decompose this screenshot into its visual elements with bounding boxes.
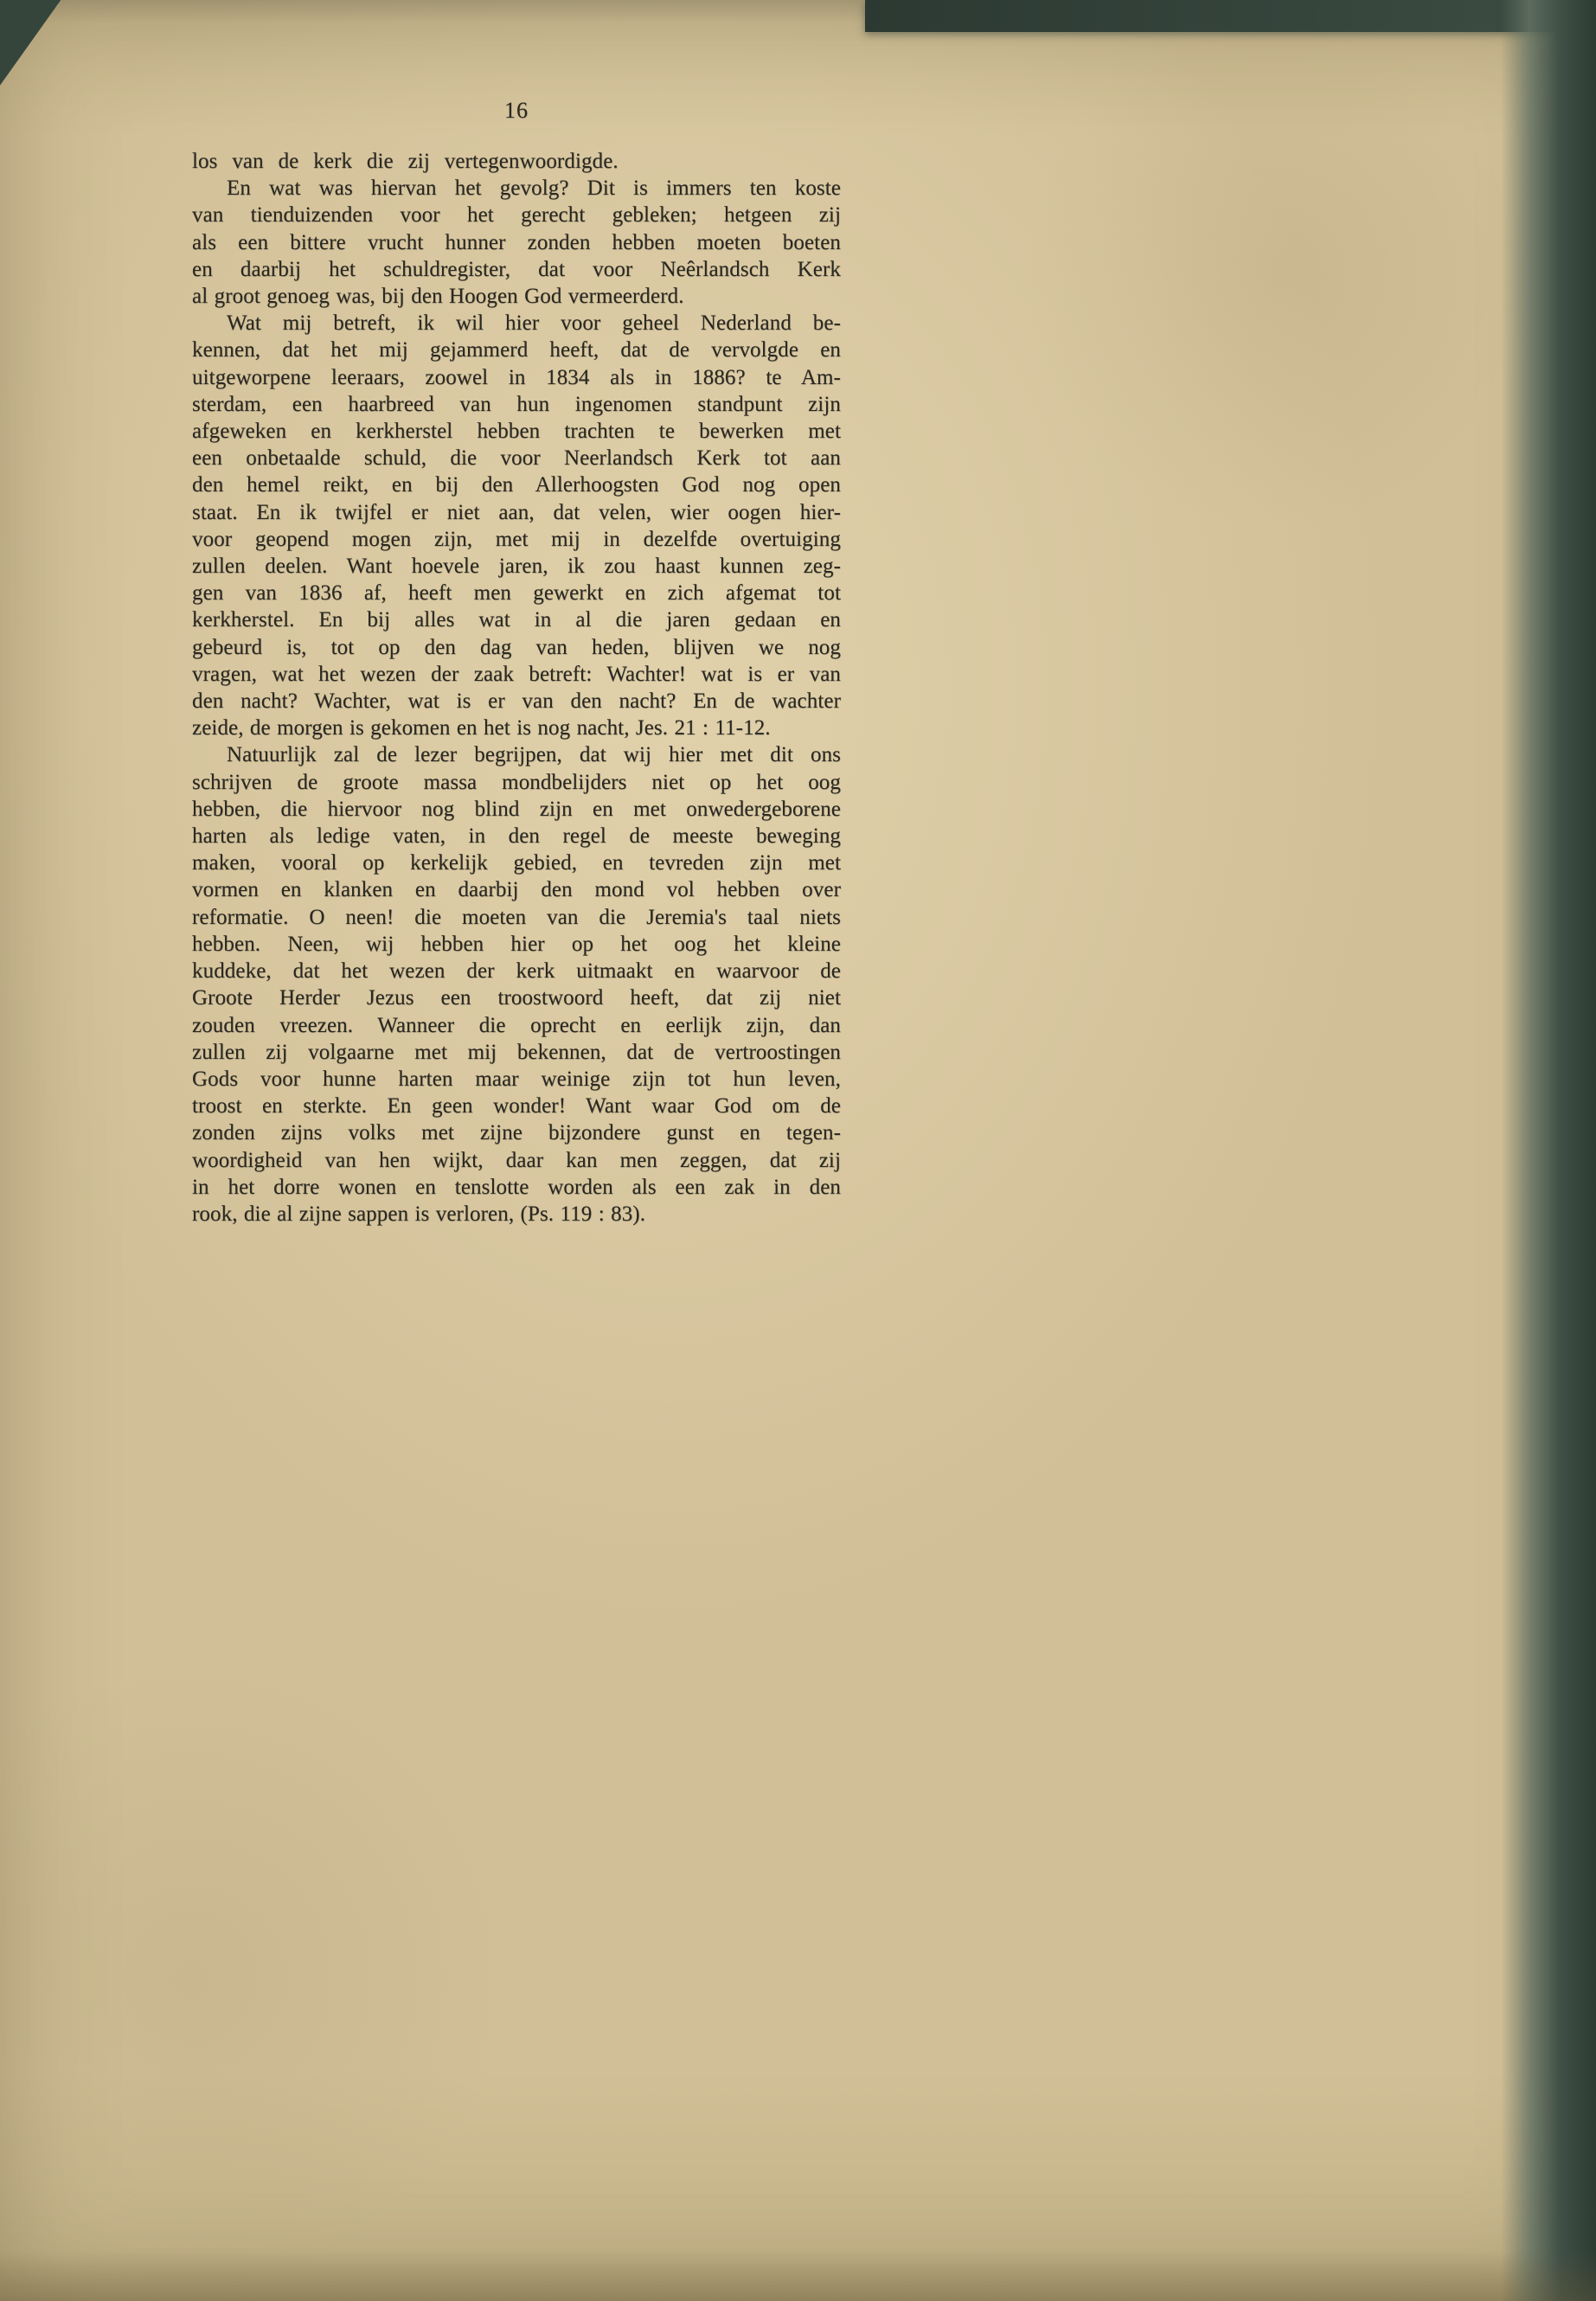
text-line: Wat mij betreft, ik wil hier voor geheel Nederland be- — [227, 311, 841, 336]
page-number: 16 — [504, 98, 529, 123]
text-line: afgeweken en kerkherstel hebben trachten te bewerken met — [192, 420, 841, 444]
scan-dark-edge-bottom — [0, 2251, 1596, 2301]
text-line: En wat was hiervan het gevolg? Dit is immers ten koste — [227, 176, 841, 201]
text-line: troost en sterkte. En geen wonder! Want waar God om de — [192, 1094, 841, 1118]
text-line: van tienduizenden voor het gerecht gebleken; hetgeen zij — [192, 203, 841, 228]
text-line: zouden vreezen. Wanneer die oprecht en eerlijk zijn, dan — [192, 1013, 841, 1037]
text-line: Groote Herder Jezus een troostwoord heeft, dat zij niet — [192, 986, 841, 1010]
text-line: als een bittere vrucht hunner zonden hebben moeten boeten — [192, 230, 841, 254]
text-line: al groot genoeg was, bij den Hoogen God vermeerderd. — [192, 285, 684, 309]
text-line: staat. En ik twijfel er niet aan, dat velen, wier oogen hier- — [192, 500, 841, 524]
text-line: uitgeworpene leeraars, zoowel in 1834 als in 1886? te Am- — [192, 365, 841, 389]
text-line: zullen deelen. Want hoevele jaren, ik zou haast kunnen zeg- — [192, 554, 841, 579]
text-line: in het dorre wonen en tenslotte worden als een zak in den — [192, 1175, 841, 1199]
text-line: harten als ledige vaten, in den regel de meeste beweging — [192, 824, 841, 849]
text-line: voor geopend mogen zijn, met mij in dezelfde overtuiging — [192, 527, 841, 551]
text-line: kerkherstel. En bij alles wat in al die jaren gedaan en — [192, 608, 841, 632]
text-line: zeide, de morgen is gekomen en het is nog nacht, Jes. 21 : 11-12. — [192, 716, 771, 740]
page-text-block — [192, 97, 841, 1227]
scan-dark-edge-right — [1501, 0, 1596, 2301]
text-line: kennen, dat het mij gejammerd heeft, dat de vervolgde en — [192, 338, 841, 362]
text-line: gebeurd is, tot op den dag van heden, blijven we nog — [192, 635, 841, 659]
text-line: schrijven de groote massa mondbelijders niet op het oog — [192, 770, 841, 794]
text-line: Natuurlijk zal de lezer begrijpen, dat wij hier met dit ons — [227, 743, 841, 767]
text-line: hebben, die hiervoor nog blind zijn en met onwedergeborene — [192, 797, 841, 821]
text-line: rook, die al zijne sappen is verloren, (Ps. 119 : 83). — [192, 1202, 646, 1226]
text-line: los van de kerk die zij vertegenwoordigde. — [192, 150, 619, 173]
text-line: reformatie. O neen! die moeten van die Jeremia's taal niets — [192, 905, 841, 929]
text-line: vragen, wat het wezen der zaak betreft: Wachter! wat is er van — [192, 662, 841, 686]
text-line: maken, vooral op kerkelijk gebied, en tevreden zijn met — [192, 851, 841, 875]
text-line: woordigheid van hen wijkt, daar kan men zeggen, dat zij — [192, 1148, 841, 1172]
text-line: den nacht? Wachter, wat is er van den nacht? En de wachter — [192, 689, 841, 714]
text-line: vormen en klanken en daarbij den mond vol hebben over — [192, 878, 841, 902]
text-line: zullen zij volgaarne met mij bekennen, dat de vertroostingen — [192, 1040, 841, 1064]
text-line: sterdam, een haarbreed van hun ingenomen standpunt zijn — [192, 392, 841, 416]
text-line: kuddeke, dat het wezen der kerk uitmaakt en waarvoor de — [192, 959, 841, 984]
scan-dark-band-top-right — [865, 0, 1596, 32]
text-line: gen van 1836 af, heeft men gewerkt en zich afgemat tot — [192, 581, 841, 606]
text-line: hebben. Neen, wij hebben hier op het oog het kleine — [192, 932, 841, 956]
text-line: en daarbij het schuldregister, dat voor Neêrlandsch Kerk — [192, 257, 841, 281]
body-text — [192, 148, 841, 1227]
text-line: zonden zijns volks met zijne bijzondere gunst en tegen- — [192, 1121, 841, 1145]
text-line: den hemel reikt, en bij den Allerhoogsten God nog open — [192, 473, 841, 497]
text-line: een onbetaalde schuld, die voor Neerlandsch Kerk tot aan — [192, 446, 841, 471]
text-line: Gods voor hunne harten maar weinige zijn tot hun leven, — [192, 1067, 841, 1091]
